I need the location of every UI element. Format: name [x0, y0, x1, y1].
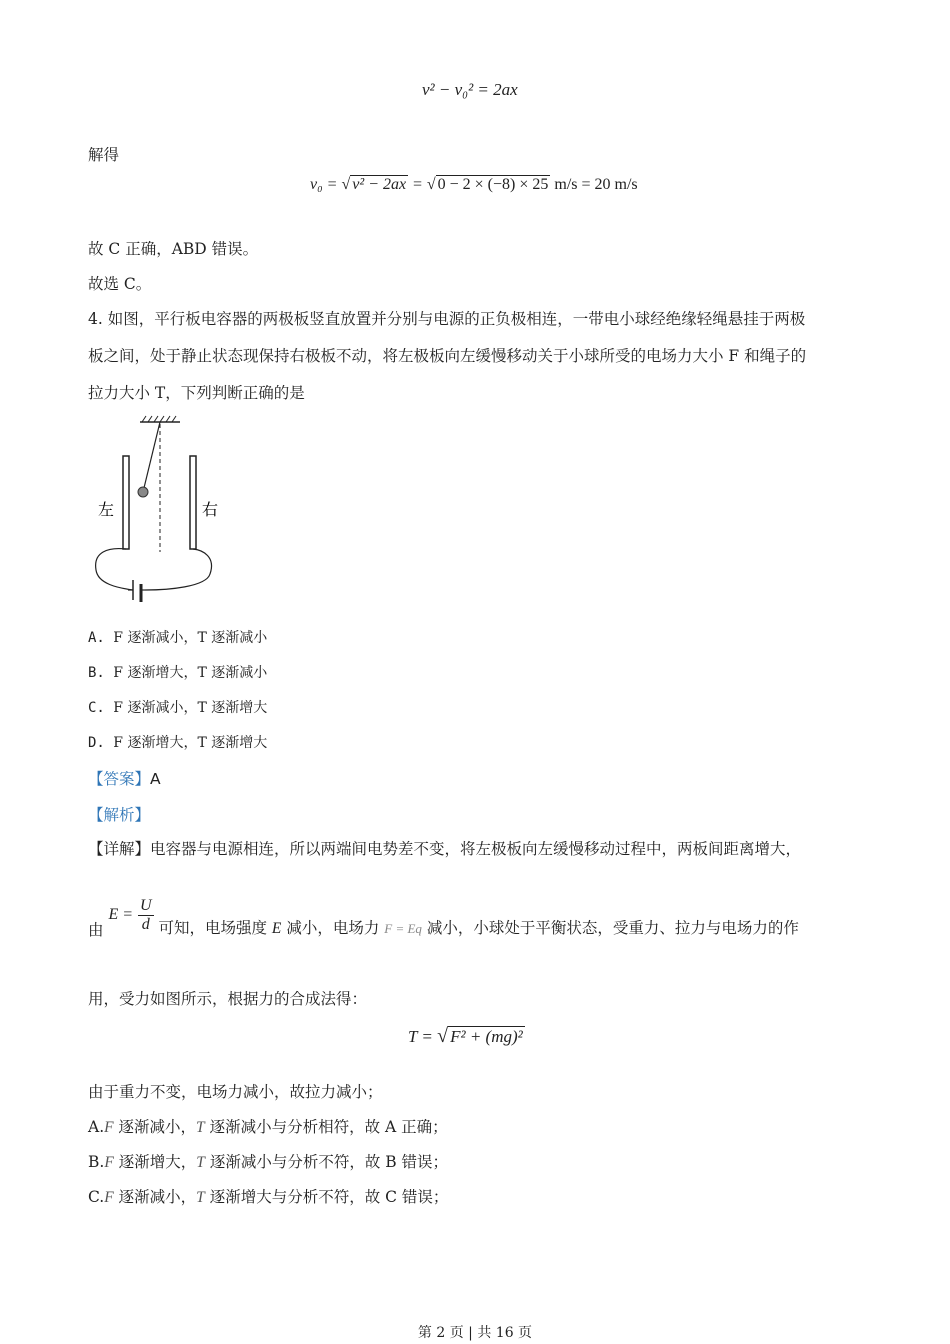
right-plate [190, 456, 196, 549]
left-label: 左 [98, 500, 115, 519]
tension-formula: T = √ F² + (mg)² [408, 1025, 523, 1047]
ceiling-hatch [142, 416, 176, 422]
question-line-3: 拉力大小 T，下列判断正确的是 [88, 384, 305, 402]
choose-c-line: 故选 C。 [88, 275, 152, 293]
option-d: D. F 逐渐增大，T 逐渐增大 [88, 735, 268, 751]
string [143, 422, 160, 492]
option-b: B. F 逐渐增大，T 逐渐减小 [88, 665, 268, 681]
right-label: 右 [202, 500, 219, 519]
page-footer: 第 2 页 | 共 16 页 [417, 1325, 533, 1341]
c-correct-line: 故 C 正确，ABD 错误。 [88, 240, 259, 258]
answer-line [88, 767, 161, 789]
analysis-c: C.F 逐渐减小，T 逐渐增大与分析不符，故 C 错误； [88, 1188, 449, 1206]
question-line-2: 板之间，处于静止状态现保持右极板不动，将左极板向左缓慢移动关于小球所受的电场力大小 F 和绳子的 [88, 347, 807, 365]
analysis-a: A.F 逐渐减小，T 逐渐减小与分析相符，故 A 正确； [88, 1118, 448, 1136]
right-wire [145, 549, 212, 590]
answer-label: 【答案】 [88, 770, 151, 788]
option-c: C. F 逐渐减小，T 逐渐增大 [88, 700, 268, 716]
top-formula: v² − v₀² = 2ax [422, 80, 518, 99]
conclusion-line: 由于重力不变，电场力减小，故拉力减小； [88, 1083, 383, 1101]
charged-ball [138, 487, 148, 497]
analysis-b: B.F 逐渐增大，T 逐渐减小与分析不符，故 B 错误； [88, 1153, 449, 1171]
e-equals-u-over-d: $\frac{U}{d}$ [139, 896, 152, 933]
option-a: A. F 逐渐减小，T 逐渐减小 [88, 630, 268, 646]
question-line-1: 4. 如图，平行板电容器的两极板竖直放置并分别与电源的正负极相连，一带电小球经绝缘轻绳悬挂于两极 [88, 310, 806, 328]
detail-line-1: 【详解】电容器与电源相连，所以两端间电势差不变，将左极板向左缓慢移动过程中，两板间距离增大， [88, 840, 802, 858]
capacitor-figure [88, 412, 228, 612]
left-plate [123, 456, 129, 549]
answer-value: A [150, 770, 161, 788]
solve-label: 解得 [88, 146, 120, 164]
detail-line-3: 用，受力如图所示，根据力的合成法得： [88, 990, 368, 1008]
detail-label: 【详解】 [88, 840, 151, 858]
detail-line-2: 由 E = $\frac{U}{d}$ 可知，电场强度 E 减小，电场力 $_{F = Eq}$ 减小，小球处于平衡状态，受重力、拉力与电场力的作 [88, 896, 799, 939]
left-wire [96, 549, 133, 590]
v0-formula: v₀ = √ v² − 2ax = √ 0 − 2 × (−8) × 25 m/s = 20 m/s [310, 176, 638, 193]
analysis-label: 【解析】 [88, 806, 151, 824]
